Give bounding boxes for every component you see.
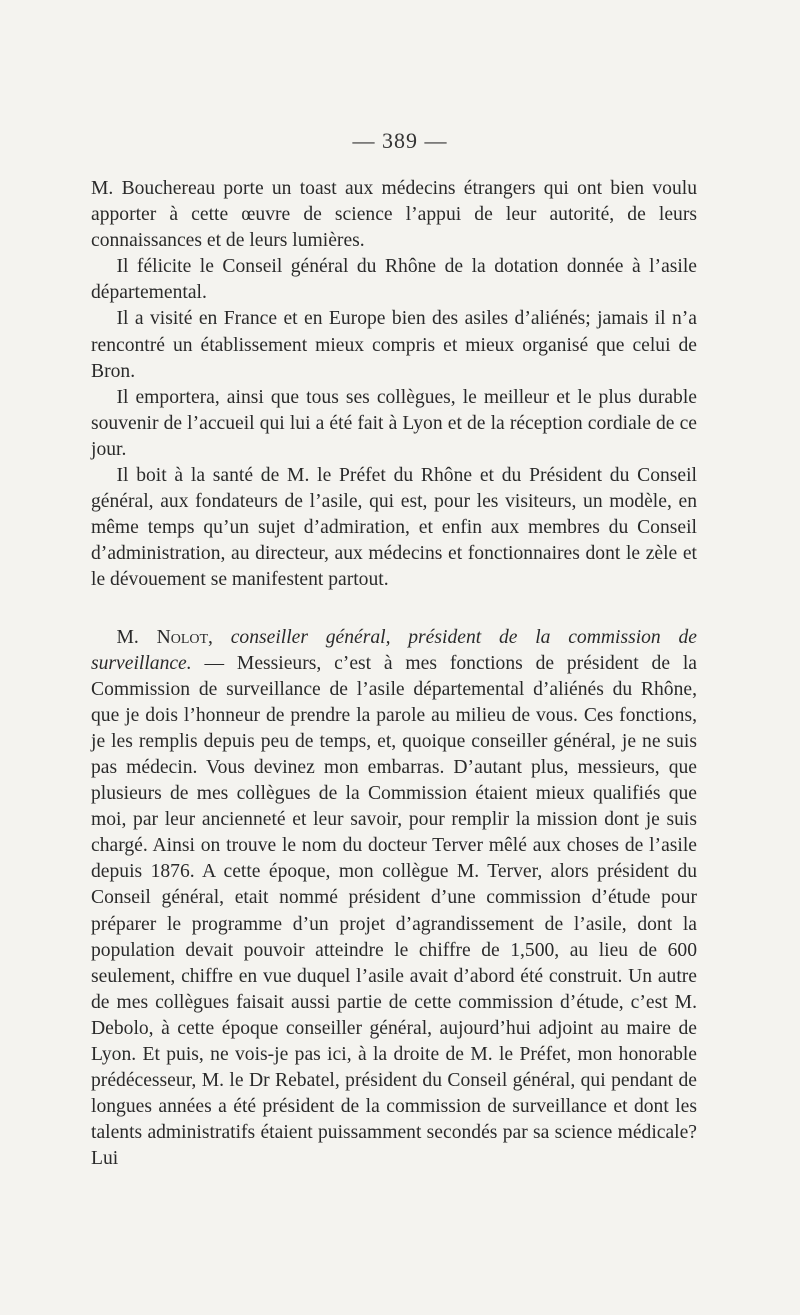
paragraph-felicite: Il félicite le Conseil général du Rhône de la dotation donnée à l’asile départemental.: [91, 256, 697, 304]
paragraph-speech: [91, 625, 697, 1173]
speech-prefix: M.: [116, 626, 157, 648]
speaker-name: Nolot: [156, 626, 209, 648]
body-text: [91, 176, 697, 1172]
paragraph-visite: Il a visité en France et en Europe bien des asiles d’aliénés; jamais il n’a rencontré un établissement mieux compris et mieux organisé que celui de Bron.: [91, 308, 697, 382]
speech-text: — Messieurs, c’est à mes fonctions de président de la Commission de surveillance de l’asile départemental d’aliénés du Rhône, que je dois l’honneur de prendre la parole au milieu de vous. Ces fonctions, je les remplis depuis peu de temps, et, quoique conseiller général, je ne suis pas médecin. Vous devinez mon embarras. D’autant plus, messieurs, que plusieurs de mes collègues de la Commission étaient mieux qualifiés que moi, par leur ancienneté et leur savoir, pour remplir la mission dont je suis chargé. Ainsi on trouve le nom du docteur Terver mêlé aux choses de l’asile depuis 1876. A cette époque, mon collègue M. Terver, alors président du Conseil général, etait nommé président d’une commission d’étude pour préparer le programme d’un projet d’agrandissement de l’asile, dont la population devait pouvoir atteindre le chiffre de 1,500, au lieu de 600 seulement, chiffre en vue duquel l’asile avait d’abord été construit. Un autre de mes collègues faisait aussi partie de cette commission d’étude, c’est M. Debolo, à cette époque conseiller général, aujourd’hui adjoint au maire de Lyon. Et puis, ne vois-je pas ici, à la droite de M. le Préfet, mon honorable prédécesseur, M. le Dr Rebatel, président du Conseil général, qui pendant de longues années a été président de la commission de surveillance et dont les talents administratifs étaient puissamment secondés par sa science médicale? Lui: [91, 652, 697, 1170]
speaker-comma: ,: [208, 626, 231, 648]
paragraph-boit: Il boit à la santé de M. le Préfet du Rhône et du Président du Conseil général, aux fondateurs de l’asile, qui est, pour les visiteurs, un modèle, en même temps qu’un sujet d’admiration, et enfin aux membres du Conseil d’administration, au directeur, aux médecins et fonctionnaires dont le zèle et le dévouement se manifestent partout.: [91, 465, 697, 591]
section-gap: [91, 594, 697, 625]
page-number: — 389 —: [352, 128, 448, 153]
paragraph-toast: M. Bouchereau porte un toast aux médecins étrangers qui ont bien voulu apporter à cette œuvre de science l’appui de leur autorité, de leurs connaissances et de leurs lumières.: [91, 178, 697, 252]
speaker-role: conseiller général, président de la commission de surveillance.: [91, 626, 697, 674]
paragraph-emportera: Il emportera, ainsi que tous ses collègues, le meilleur et le plus durable souvenir de l’accueil qui lui a été fait à Lyon et de la réception cordiale de ce jour.: [91, 386, 697, 460]
